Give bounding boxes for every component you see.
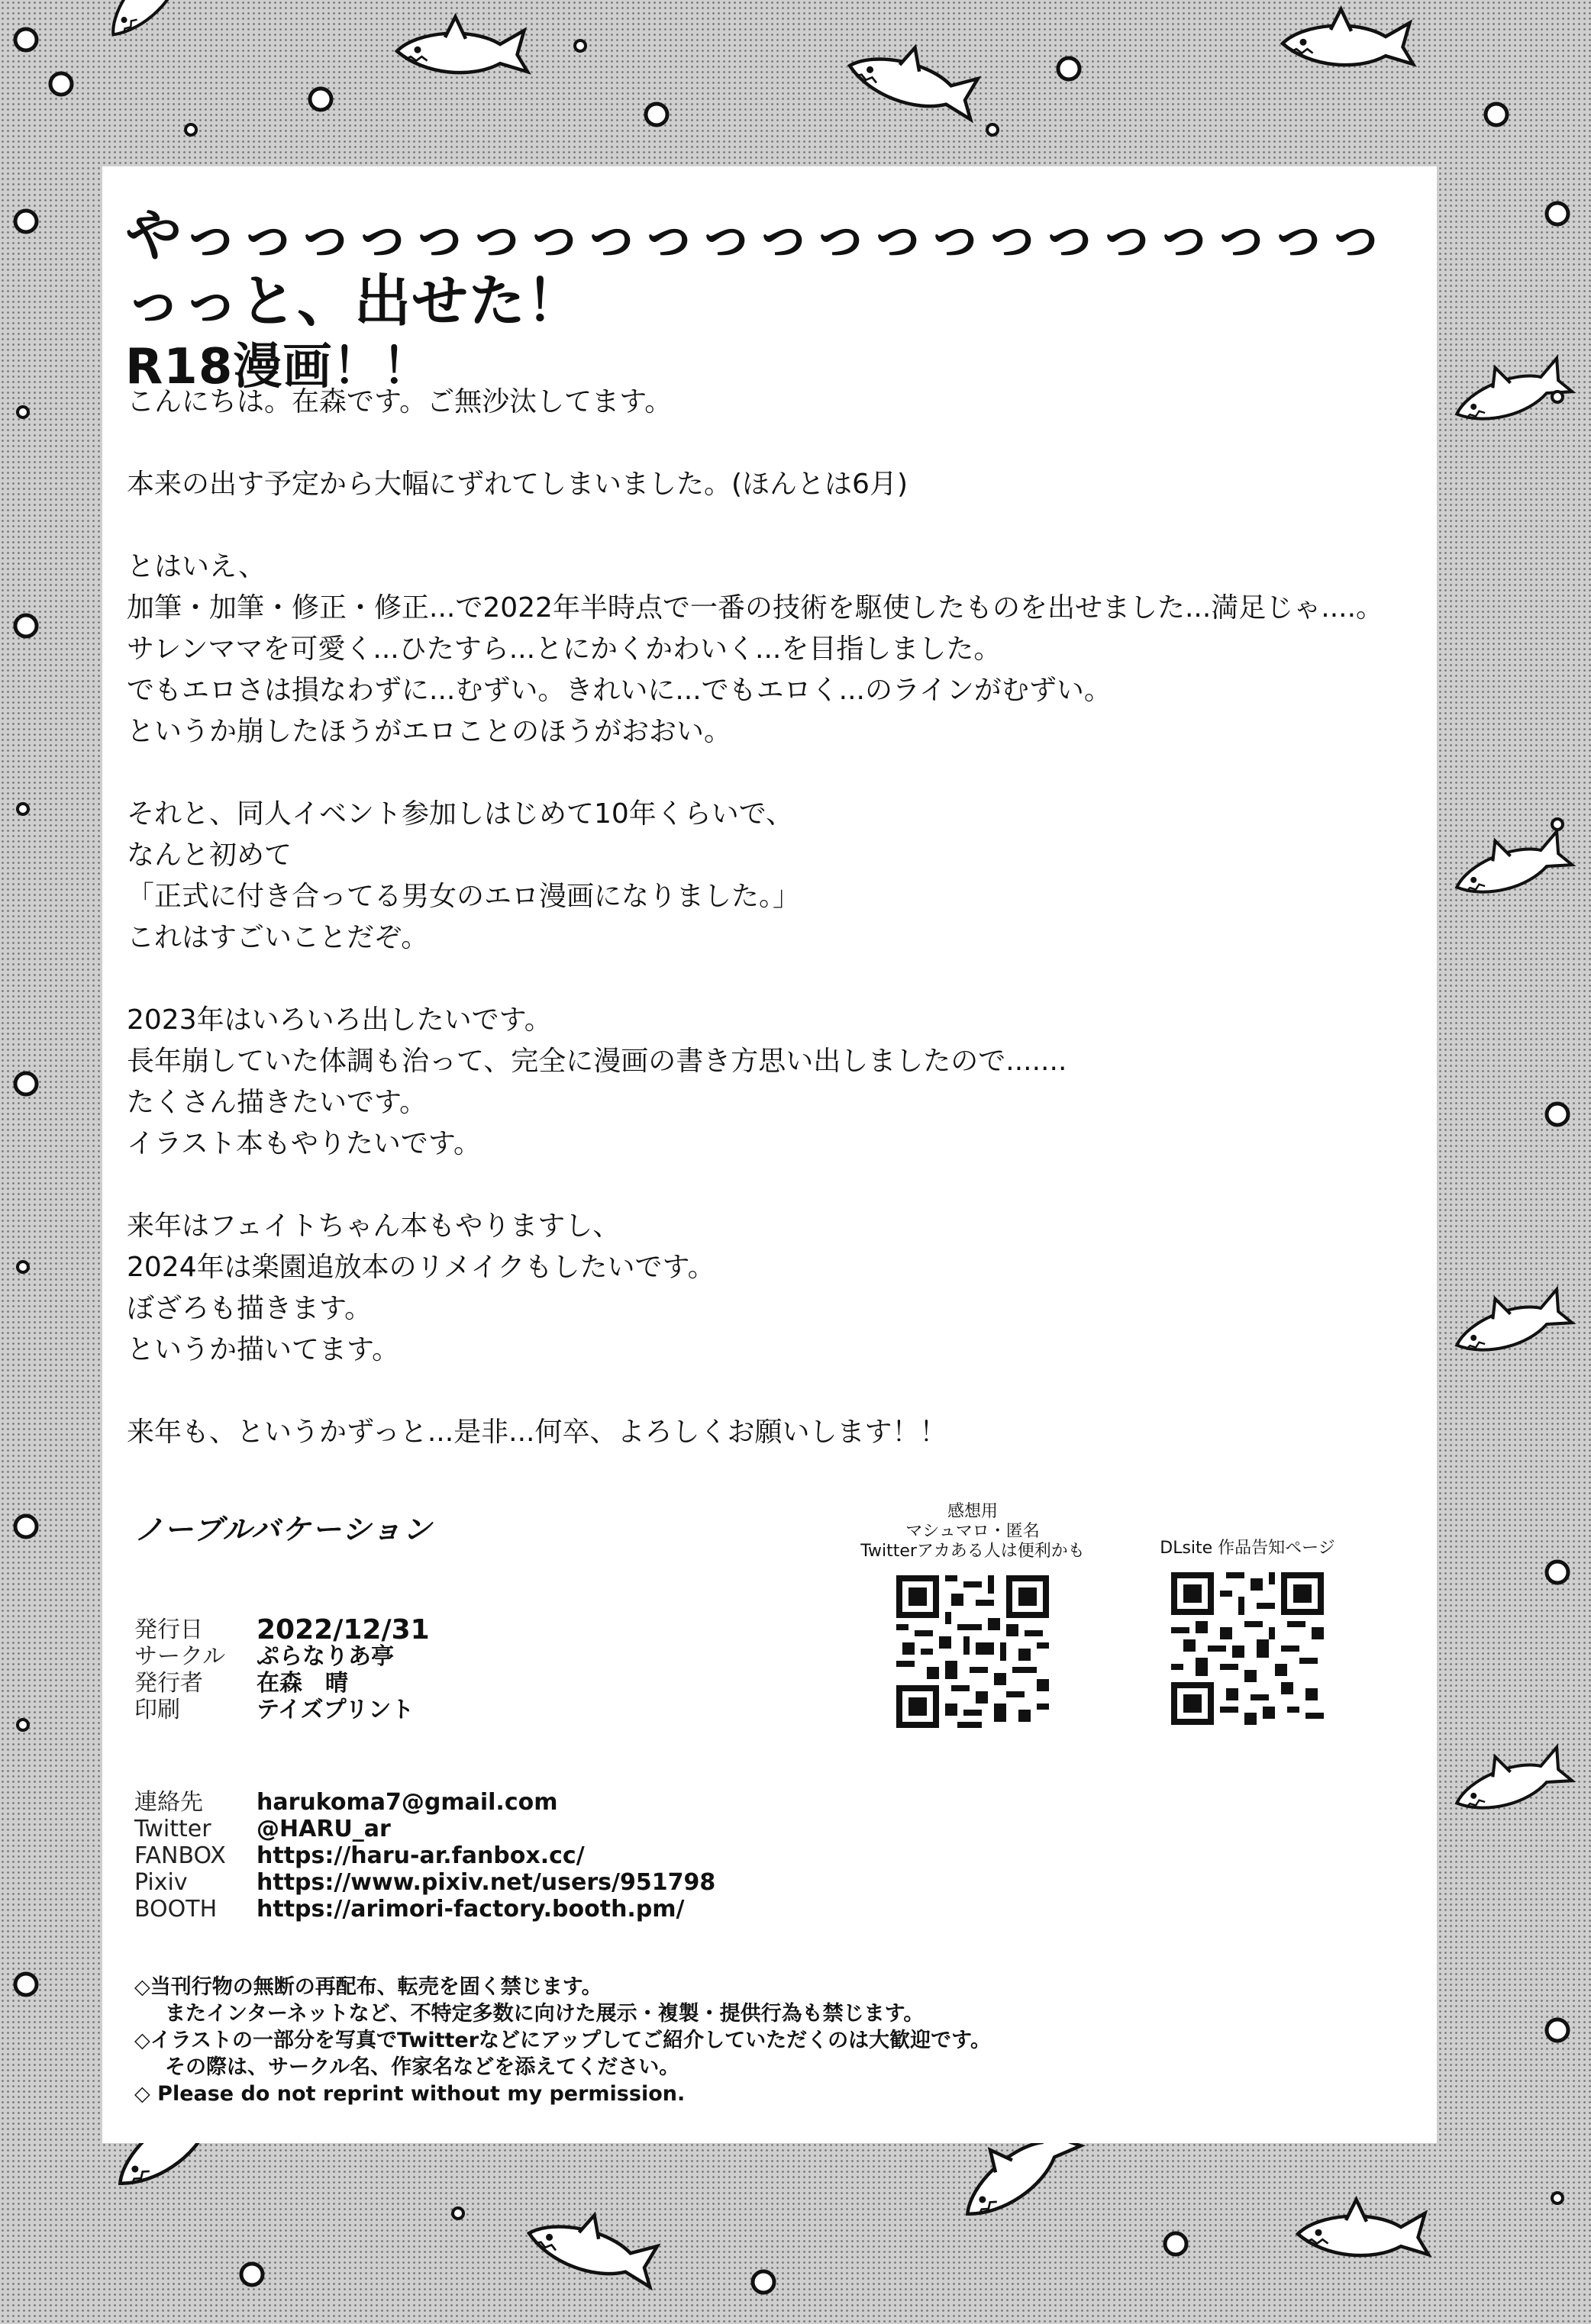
text-line: 来年も、というかずっと...是非...何卒、よろしくお願いします！！ <box>127 1417 947 1448</box>
text-line: ぼざろも描きます。 <box>127 1293 373 1324</box>
text-line: とはいえ、 <box>127 551 266 582</box>
page-title <box>125 203 1437 400</box>
paragraph <box>127 794 1425 959</box>
qr-caption: マシュマロ・匿名 <box>905 1522 1040 1541</box>
afterword-panel <box>102 166 1437 2143</box>
text-line: なんと初めて <box>127 840 292 871</box>
colophon-row <box>134 1616 430 1643</box>
paragraph <box>127 1412 1425 1453</box>
contact-label: BOOTH <box>134 1896 218 1923</box>
text-line: それと、同人イベント参加しはじめて10年くらいで、 <box>127 798 794 830</box>
text-line: というか描いてます。 <box>127 1334 400 1365</box>
text-line: 加筆・加筆・修正・修正...で2022年半時点で一番の技術を駆使したものを出せました...満足じゃ....。 <box>127 592 1384 624</box>
colophon-label: 発行者 <box>134 1670 203 1697</box>
colophon-value: 在森 晴 <box>257 1670 348 1697</box>
contact-twitter: @HARU_ar <box>257 1816 391 1842</box>
contact-row <box>134 1896 715 1923</box>
text-line: 本来の出す予定から大幅にずれてしまいました。(ほんとは6月) <box>127 469 908 500</box>
contact-email: harukoma7@gmail.com <box>257 1789 558 1816</box>
copyright-notice <box>134 1974 991 2107</box>
paragraph <box>127 1000 1425 1165</box>
text-line: こんにちは。在森です。ご無沙汰してます。 <box>127 386 673 417</box>
dlsite-qr-block <box>1148 1539 1347 1725</box>
text-line: というか崩したほうがエロことのほうがおおい。 <box>127 716 732 747</box>
colophon-value: 2022/12/31 <box>257 1614 430 1645</box>
colophon-label: 発行日 <box>134 1616 203 1643</box>
qr-caption: 感想用 <box>947 1502 998 1521</box>
text-line: 長年崩していた体調も治って、完全に漫画の書き方思い出しましたので....... <box>127 1046 1067 1077</box>
title-line-1: やっっっっっっっっっっっっっっっっっっっっっっっと、出せた！ <box>125 203 1385 334</box>
contact-label: Twitter <box>134 1816 211 1842</box>
text-line: 来年はフェイトちゃん本もやりますし、 <box>127 1210 621 1242</box>
notice-line: ◇当刊行物の無断の再配布、転売を固く禁じます。 <box>134 1975 602 1999</box>
qr-code-icon[interactable] <box>896 1575 1049 1728</box>
contact-row <box>134 1816 715 1842</box>
contact-row <box>134 1869 715 1896</box>
contact-label: 連絡先 <box>134 1789 203 1816</box>
text-line: 2023年はいろいろ出したいです。 <box>127 1004 552 1036</box>
text-line: サレンママを可愛く...ひたすら...とにかくかわいく...を目指しました。 <box>127 633 1002 665</box>
colophon-value: テイズプリント <box>257 1697 415 1723</box>
text-line: 2024年は楽園追放本のリメイクもしたいです。 <box>127 1252 715 1283</box>
notice-line: その際は、サークル名、作家名などを添えてください。 <box>165 2055 680 2079</box>
text-line: でもエロさは損なわずに...むずい。きれいに...でもエロく...のラインがむずい。 <box>127 675 1112 706</box>
contact-fanbox-url: https://haru-ar.fanbox.cc/ <box>257 1842 585 1869</box>
paragraph <box>127 382 1425 423</box>
colophon-row <box>134 1697 430 1723</box>
qr-caption: DLsite 作品告知ページ <box>1160 1539 1335 1558</box>
marshmallow-qr-block <box>828 1502 1118 1728</box>
colophon-row <box>134 1643 430 1670</box>
paragraph <box>127 464 1425 505</box>
qr-code-icon[interactable] <box>1171 1572 1324 1725</box>
text-line: 「正式に付き合ってる男女のエロ漫画になりました。」 <box>127 881 801 912</box>
colophon-value: ぷらなりあ亭 <box>257 1643 394 1670</box>
qr-caption: Twitterアカある人は便利かも <box>860 1542 1085 1561</box>
text-line: たくさん描きたいです。 <box>127 1087 428 1118</box>
afterword-body <box>127 382 1425 1494</box>
paragraph <box>127 1206 1425 1371</box>
contact-info <box>134 1789 715 1923</box>
colophon-info <box>134 1616 430 1723</box>
paragraph <box>127 546 1425 753</box>
notice-line: ◇ Please do not reprint without my permission. <box>134 2082 686 2106</box>
notice-line: またインターネットなど、不特定多数に向けた展示・複製・提供行為も禁じます。 <box>165 2002 925 2026</box>
colophon-label: 印刷 <box>134 1697 180 1723</box>
text-line: イラスト本もやりたいです。 <box>127 1128 482 1159</box>
text-line: これはすごいことだぞ。 <box>127 922 429 953</box>
contact-label: FANBOX <box>134 1842 226 1869</box>
contact-pixiv-url: https://www.pixiv.net/users/951798 <box>257 1869 716 1896</box>
notice-line: ◇イラストの一部分を写真でTwitterなどにアップしてご紹介していただくのは大歓迎です。 <box>134 2029 991 2052</box>
book-title-logo: ノーブルバケーション <box>134 1513 434 1546</box>
colophon-label: サークル <box>134 1643 226 1670</box>
contact-label: Pixiv <box>134 1869 188 1896</box>
contact-booth-url: https://arimori-factory.booth.pm/ <box>257 1896 685 1923</box>
contact-row <box>134 1789 715 1816</box>
contact-row <box>134 1842 715 1869</box>
title-line-2: R18漫画！！ <box>125 339 432 395</box>
colophon-row <box>134 1670 430 1697</box>
